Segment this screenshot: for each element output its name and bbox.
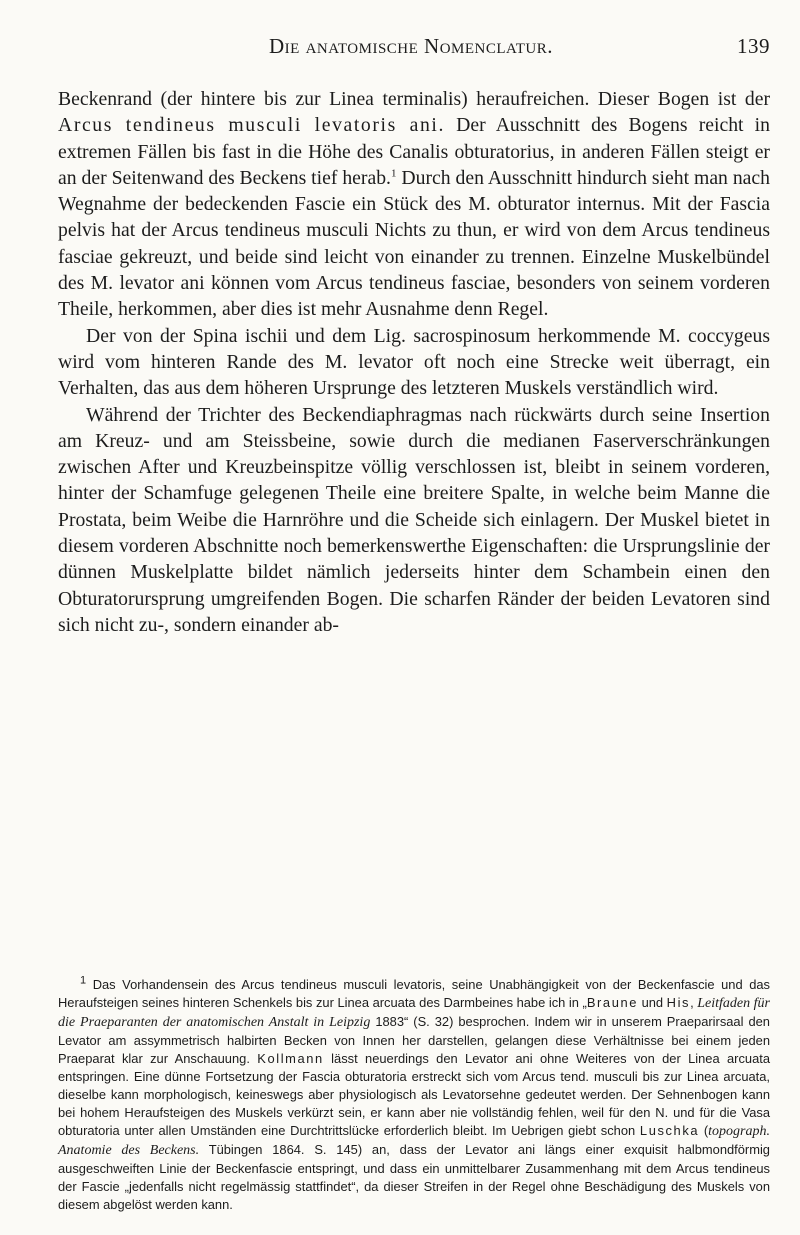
footnotes [58, 976, 770, 1214]
footnote-text-5: lässt neuerdings den Levator ani ohne Weiteres von der Linea arcuata entspringen. Eine dünne Fortsetzung der Fascia obturatoria erstreckt sich vom Arcus tend. musculi bis zur Linea arcuata, dieselbe kann morphologisch, keineswegs aber physiologisch als Levatorsehne gedeutet werden. Der Sehnenbogen kann bei hohem Heraufsteigen des Muskels verkürzt sein, er kann aber nie vollständig fehlen, weil für den N. und für die Vasa obturatoria unter allen Umständen eine Durchtrittslücke erforderlich bleibt. Im Uebrigen giebt schon [58, 1051, 770, 1138]
paragraph-2: Der von der Spina ischii und dem Lig. sacrospinosum herkommende M. coccygeus wird vom hinteren Rande des M. levator oft noch eine Strecke weit überragt, ein Verhalten, das aus dem höheren Ursprunge des letzteren Muskels verständlich wird. [58, 324, 770, 400]
running-header [52, 34, 770, 58]
author-his: His [666, 995, 691, 1010]
footnote-text-4: 1883“ (S. 32) besprochen. Indem wir in unserem Praeparirsaal den Levator am assymmetrisch halbirten Becken von Innen her darstellen, gelangen diese Verhältnisse bei einem jeden Praeparat klar zur Anschauung. [58, 1014, 770, 1066]
footnote-reference: 1 [390, 167, 397, 180]
book-title-anatomie: topograph. Anatomie des Beckens. [58, 1124, 771, 1158]
main-text [58, 86, 770, 638]
footnote-text-2: und [638, 995, 667, 1010]
footnote-text-1: Das Vorhandensein des Arcus tendineus musculi levatoris, seine Unabhängigkeit von der Beckenfascie und das Heraufsteigen seines hinteren Schenkels bis zur Linea arcuata des Darmbeines habe ich in „ [58, 977, 770, 1010]
author-kollmann: Kollmann [257, 1051, 324, 1066]
footnote-text-7: Tübingen 1864. S. 145) an, dass der Levator ani längs einer exquisit halbmondförmig ausgeschweiften Linie der Beckenfascie entspringt, und dass ein unmittelbarer Zusammenhang mit dem Arcus tendineus der Fascie „jedenfalls nicht regelmässig stattfindet“, da dieser Streifen in der Regel ohne Beschädigung des Muskels von diesem abgelöst werden kann. [58, 1142, 770, 1212]
author-luschka: Luschka [639, 1123, 700, 1138]
footnote-1 [58, 976, 770, 1214]
page-number: 139 [737, 34, 770, 58]
term-arcus-tendineus: Arcus tendineus musculi levatoris ani. [58, 114, 445, 137]
paragraph-1-part-4: Durch den Ausschnitt hindurch sieht man nach Wegnahme der bedeckenden Fascie ein Stück des M. obturator internus. Mit der Fascia pelvis hat der Arcus tendineus musculi Nichts zu thun, er wird von dem Arcus tendineus fasciae gekreuzt, und beide sind leicht von einander zu trennen. Einzelne Muskelbündel des M. levator ani können vom Arcus tendineus fasciae, besonders von seinem vorderen Theile, herkommen, aber dies ist mehr Ausnahme denn Regel. [58, 166, 770, 321]
book-title-leitfaden: Leitfaden für die Praeparanten der anatomischen Anstalt in Leipzig [58, 996, 770, 1030]
paragraph-1 [58, 86, 770, 323]
footnote-text-6: ( [699, 1123, 709, 1138]
author-braune: Braune [586, 995, 638, 1010]
running-title: Die anatomische Nomenclatur. [269, 34, 553, 58]
footnote-text-3: , [690, 995, 698, 1010]
paragraph-1-part-1: Beckenrand (der hintere bis zur Linea terminalis) heraufreichen. Dieser Bogen ist der [58, 88, 770, 110]
paragraph-1-part-3: Der Ausschnitt des Bogens reicht in extremen Fällen bis fast in die Höhe des Canalis obturatorius, in anderen Fällen steigt er an der Seitenwand des Beckens tief herab. [58, 114, 770, 189]
footnote-number: 1 [80, 974, 87, 987]
paragraph-3: Während der Trichter des Beckendiaphragmas nach rückwärts durch seine Insertion am Kreuz- und am Steissbeine, sowie durch die medianen Faserverschränkungen zwischen After und Kreuzbeinspitze völlig verschlossen ist, bleibt in seinem vorderen, hinter der Schamfuge gelegenen Theile eine breitere Spalte, in welche beim Manne die Prostata, beim Weibe die Harnröhre und die Scheide sich einlagern. Der Muskel bietet in diesem vorderen Abschnitte noch bemerkenswerthe Eigenschaften: die Ursprungslinie der dünnen Muskelplatte bildet nämlich jederseits hinter dem Schambein einen den Obturatorursprung umgreifenden Bogen. Die scharfen Ränder der beiden Levatoren sind sich nicht zu-, sondern einander ab- [58, 403, 770, 636]
